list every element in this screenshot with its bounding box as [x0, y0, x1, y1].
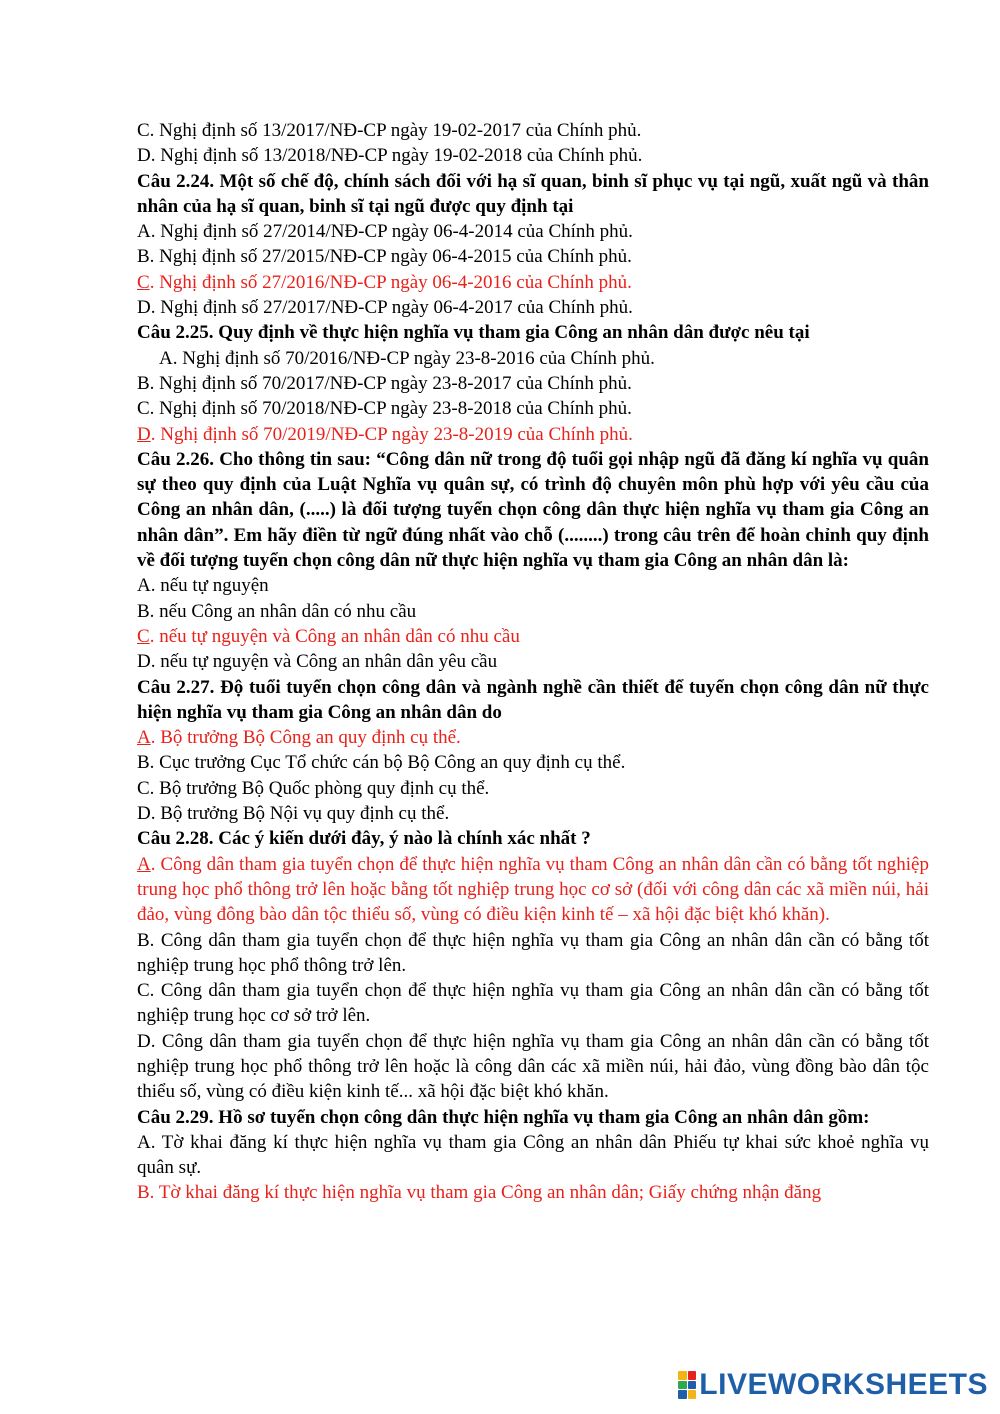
- option-d: D. Công dân tham gia tuyển chọn để thực hiện nghĩa vụ tham gia Công an nhân dân cần có bằng tốt nghiệp trung học phổ thông trở lên hoặc là công dân các xã miền núi, hải đảo, vùng đồng bào dân tộc thiểu số, vùng có điều kiện kinh tế... xã hội đặc biệt khó khăn.: [137, 1030, 929, 1103]
- answer-text: . nếu tự nguyện và Công an nhân dân có nhu cầu: [149, 625, 520, 647]
- question-2-27: Câu 2.27. Độ tuổi tuyển chọn công dân và ngành nghề cần thiết để tuyển chọn công dân nữ thực hiện nghĩa vụ tham gia Công an nhân dân do: [137, 676, 929, 723]
- option-d: D. Bộ trưởng Bộ Nội vụ quy định cụ thể.: [137, 803, 450, 825]
- answer-letter: D: [137, 423, 151, 445]
- question-2-26: Câu 2.26. Cho thông tin sau: “Công dân nữ trong độ tuổi gọi nhập ngũ đã đăng kí nghĩa vụ quân sự theo quy định của Luật Nghĩa vụ quân sự, có trình độ chuyên môn phù hợp với yêu cầu của Công an nhân dân, (.....) là đối tượng tuyển chọn công dân thực hiện nghĩa vụ tham gia Công an nhân dân”. Em hãy điền từ ngữ đúng nhất vào chỗ (........) trong câu trên để hoàn chỉnh quy định về đối tượng tuyển chọn công dân nữ thực hiện nghĩa vụ tham gia Công an nhân dân là:: [137, 448, 929, 572]
- answer-text: . Công dân tham gia tuyển chọn để thực hiện nghĩa vụ tham Công an nhân dân cần có bằng tốt nghiệp trung học phổ thông trở lên hoặc bằng tốt nghiệp trung học cơ sở (đối với công dân các xã miền núi, hải đảo, vùng đông bào dân tộc thiểu số, vùng có điều kiện kinh tế – xã hội đặc biệt khó khăn).: [137, 853, 929, 926]
- option-b: B. Nghị định số 27/2015/NĐ-CP ngày 06-4-2015 của Chính phủ.: [137, 246, 632, 268]
- liveworksheets-logo[interactable]: [678, 1368, 988, 1402]
- answer-text: . Nghị định số 70/2019/NĐ-CP ngày 23-8-2019 của Chính phủ.: [150, 423, 633, 445]
- correct-answer-c: [137, 624, 929, 649]
- correct-answer-a: [137, 725, 929, 750]
- option-b: B. Công dân tham gia tuyển chọn để thực hiện nghĩa vụ tham gia Công an nhân dân cần có bằng tốt nghiệp trung học phổ thông trở lên.: [137, 929, 929, 976]
- question-2-25: Câu 2.25. Quy định về thực hiện nghĩa vụ tham gia Công an nhân dân được nêu tại: [137, 322, 810, 344]
- option-d: D. nếu tự nguyện và Công an nhân dân yêu cầu: [137, 651, 498, 673]
- option-a: A. Tờ khai đăng kí thực hiện nghĩa vụ tham gia Công an nhân dân Phiếu tự khai sức khoẻ nghĩa vụ quân sự.: [137, 1131, 929, 1179]
- option-d: D. Nghị định số 27/2017/NĐ-CP ngày 06-4-2017 của Chính phủ.: [137, 297, 633, 319]
- correct-answer-d: [137, 422, 929, 447]
- answer-text: . Nghị định số 27/2016/NĐ-CP ngày 06-4-2016 của Chính phủ.: [149, 271, 632, 293]
- option-d: D. Nghị định số 13/2018/NĐ-CP ngày 19-02-2018 của Chính phủ.: [137, 145, 643, 167]
- correct-answer-a: [137, 852, 929, 928]
- option-b: B. Cục trưởng Cục Tổ chức cán bộ Bộ Công an quy định cụ thể.: [137, 752, 626, 774]
- logo-text: LIVEWORKSHEETS: [699, 1368, 988, 1401]
- answer-letter: A: [137, 727, 151, 749]
- question-2-29: Câu 2.29. Hồ sơ tuyển chọn công dân thực hiện nghĩa vụ tham gia Công an nhân dân gồm:: [137, 1106, 870, 1128]
- option-c: C. Nghị định số 13/2017/NĐ-CP ngày 19-02-2017 của Chính phủ.: [137, 120, 642, 141]
- question-2-28: Câu 2.28. Các ý kiến dưới đây, ý nào là chính xác nhất ?: [137, 828, 591, 850]
- answer-text: . Bộ trưởng Bộ Công an quy định cụ thể.: [150, 727, 461, 749]
- option-a: A. Nghị định số 27/2014/NĐ-CP ngày 06-4-2014 của Chính phủ.: [137, 221, 633, 243]
- correct-answer-c: [137, 270, 929, 295]
- option-b: B. nếu Công an nhân dân có nhu cầu: [137, 600, 417, 622]
- option-a: A. nếu tự nguyện: [137, 575, 269, 597]
- option-c: C. Nghị định số 70/2018/NĐ-CP ngày 23-8-2018 của Chính phủ.: [137, 398, 632, 420]
- question-2-24: Câu 2.24. Một số chế độ, chính sách đối với hạ sĩ quan, binh sĩ phục vụ tại ngũ, xuất ngũ và thân nhân của hạ sĩ quan, binh sĩ tại ngũ được quy định tại: [137, 170, 929, 217]
- document-page: [137, 118, 929, 1206]
- correct-answer-b: B. Tờ khai đăng kí thực hiện nghĩa vụ tham gia Công an nhân dân; Giấy chứng nhận đăng: [137, 1182, 822, 1204]
- logo-blocks-icon: [678, 1371, 696, 1399]
- answer-letter: C: [137, 271, 150, 293]
- option-c: C. Công dân tham gia tuyển chọn để thực hiện nghĩa vụ tham gia Công an nhân dân cần có bằng tốt nghiệp trung học cơ sở trở lên.: [137, 980, 929, 1027]
- answer-letter: C: [137, 625, 150, 647]
- option-a: A. Nghị định số 70/2016/NĐ-CP ngày 23-8-2016 của Chính phủ.: [159, 347, 655, 369]
- option-b: B. Nghị định số 70/2017/NĐ-CP ngày 23-8-2017 của Chính phủ.: [137, 372, 632, 394]
- option-c: C. Bộ trưởng Bộ Quốc phòng quy định cụ thể.: [137, 777, 490, 799]
- answer-letter: A: [137, 853, 151, 875]
